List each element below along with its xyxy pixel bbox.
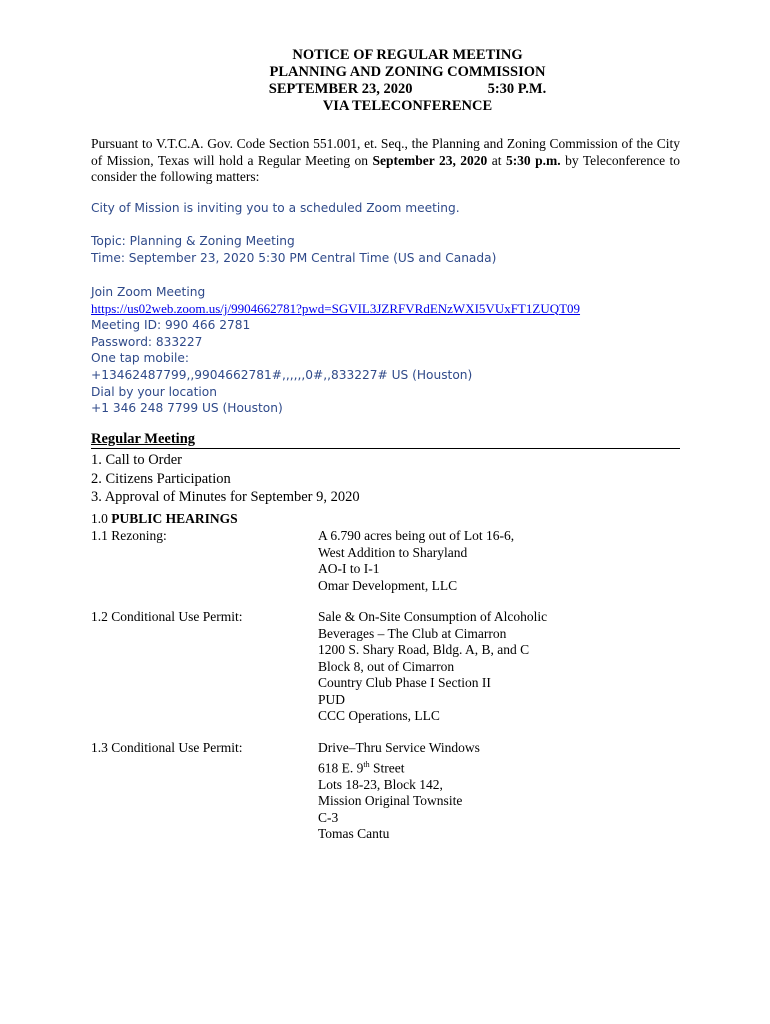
- public-hearings-heading: [91, 511, 238, 528]
- description-line: Omar Development, LLC: [318, 577, 458, 593]
- description-line: Mission Original Townsite: [318, 793, 463, 808]
- zoom-meeting-link[interactable]: https://us02web.zoom.us/j/9904662781?pwd=SGVIL3JZRFVRdENzWXI5VUxFT1ZUQT09: [91, 300, 581, 316]
- intro-paragraph: [91, 136, 680, 186]
- hearing-item-description: [318, 528, 514, 594]
- hearing-item-description: [318, 609, 547, 725]
- description-line: Sale & On-Site Consumption of Alcoholic: [318, 609, 548, 624]
- zoom-dial-number: +1 346 248 7799 US (Houston): [91, 401, 283, 416]
- header-line-4: VIA TELECONFERENCE: [322, 98, 493, 114]
- agenda-list: [91, 451, 360, 507]
- description-line: Drive–Thru Service Windows: [318, 740, 480, 755]
- header-date-time: [269, 81, 546, 98]
- header-line-1: NOTICE OF REGULAR MEETING: [292, 47, 523, 63]
- hearing-item-label: 1.2 Conditional Use Permit:: [91, 609, 243, 624]
- ordinal-suffix: th: [363, 759, 370, 769]
- description-line: Country Club Phase I Section II: [318, 675, 491, 690]
- description-line: A 6.790 acres being out of Lot 16-6,: [318, 528, 515, 543]
- description-line: PUD: [318, 691, 346, 707]
- intro-date: September 23, 2020: [372, 152, 488, 168]
- agenda-item: 3. Approval of Minutes for September 9, 2020: [91, 489, 360, 505]
- intro-text-b: at: [487, 152, 506, 168]
- intro-text-a: Pursuant to V.T.C.A. Gov. Code Section 551.001, et. Seq., the Planning and Zoning Commission of the City of Mission, Texas will hold a Regular Meeting on: [91, 136, 680, 168]
- regular-meeting-heading: Regular Meeting: [91, 431, 680, 449]
- description-line: Beverages – The Club at Cimarron: [318, 625, 507, 641]
- description-line: 1200 S. Shary Road, Bldg. A, B, and C: [318, 642, 530, 657]
- hearing-item-label: 1.3 Conditional Use Permit:: [91, 740, 243, 755]
- intro-time: 5:30 p.m.: [505, 152, 561, 168]
- header-line-2: PLANNING AND ZONING COMMISSION: [269, 64, 546, 80]
- zoom-topic: Topic: Planning & Zoning Meeting: [91, 234, 295, 248]
- description-line: Tomas Cantu: [318, 826, 390, 841]
- zoom-dial-label: Dial by your location: [91, 384, 217, 399]
- address-number: 618 E. 9: [318, 760, 364, 775]
- description-line: Lots 18-23, Block 142,: [318, 776, 443, 792]
- agenda-item: 2. Citizens Participation: [91, 470, 231, 487]
- header-time: 5:30 P.M.: [487, 81, 547, 97]
- zoom-join-block: [91, 284, 691, 417]
- zoom-password: Password: 833227: [91, 334, 203, 349]
- zoom-invite: City of Mission is inviting you to a scheduled Zoom meeting.: [91, 201, 460, 215]
- zoom-details: [91, 233, 691, 266]
- hearing-item-description: [318, 740, 480, 843]
- notice-header: [0, 47, 770, 115]
- zoom-meeting-id: Meeting ID: 990 466 2781: [91, 318, 251, 333]
- description-line: C-3: [318, 809, 339, 825]
- zoom-one-tap-number: +13462487799,,9904662781#,,,,,,0#,,833227# US (Houston): [91, 367, 473, 382]
- zoom-one-tap-label: One tap mobile:: [91, 351, 189, 366]
- street-word: Street: [369, 760, 405, 775]
- zoom-time: Time: September 23, 2020 5:30 PM Central Time (US and Canada): [91, 250, 497, 265]
- description-line: AO-I to I-1: [318, 561, 380, 576]
- public-hearings-number: 1.0: [91, 511, 108, 526]
- description-line: CCC Operations, LLC: [318, 708, 440, 723]
- zoom-join-label: Join Zoom Meeting: [91, 285, 206, 299]
- agenda-item: 1. Call to Order: [91, 452, 183, 468]
- public-hearings-title: PUBLIC HEARINGS: [111, 511, 238, 526]
- hearing-item-label: 1.1 Rezoning:: [91, 528, 167, 543]
- intro-text-c: by Teleconference to consider the following matters:: [91, 152, 681, 184]
- description-line: West Addition to Sharyland: [318, 544, 468, 560]
- description-line: Block 8, out of Cimarron: [318, 658, 455, 674]
- header-date: SEPTEMBER 23, 2020: [268, 81, 413, 97]
- description-line: [318, 757, 480, 777]
